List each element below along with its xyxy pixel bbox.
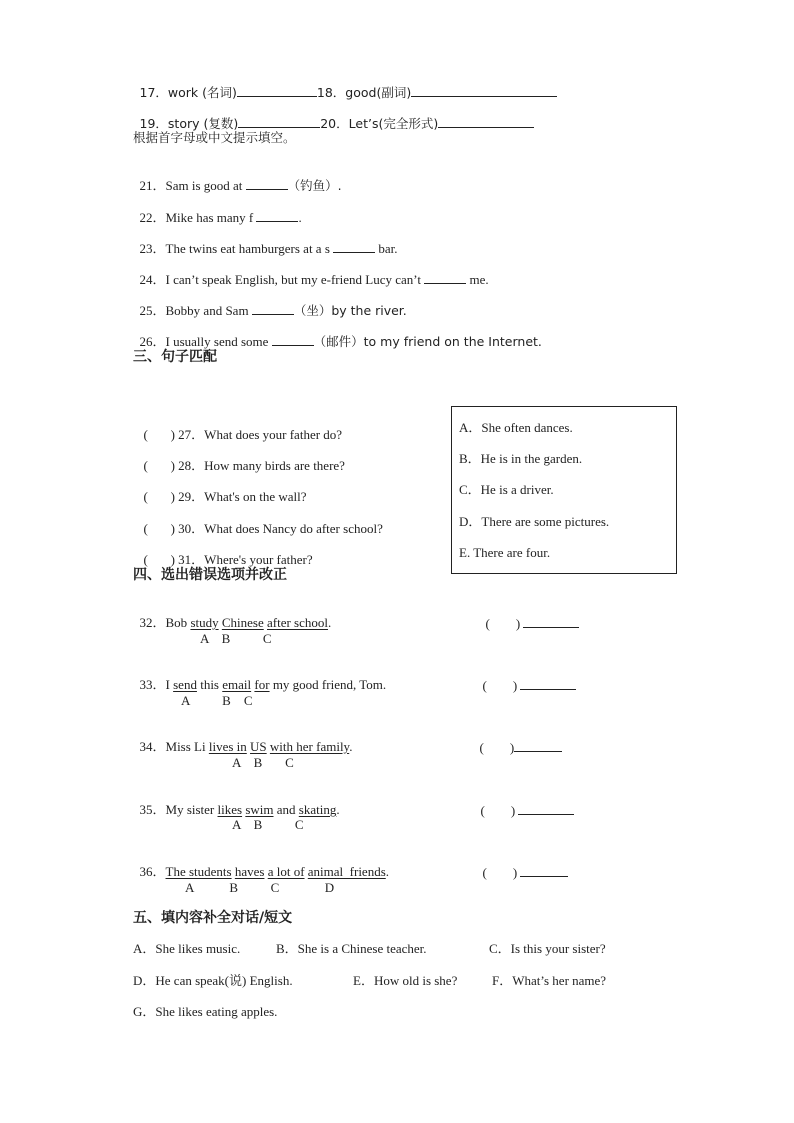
q21-pre: 21．Sam is good at — [139, 178, 246, 193]
q36-answer — [476, 848, 568, 881]
q34-num: 34． — [139, 739, 166, 754]
q32-option-a: study — [190, 615, 219, 630]
q36-text-4: . — [385, 864, 390, 879]
q33-correction-blank[interactable] — [520, 677, 576, 690]
q27-text: 27．What does your father do? — [178, 427, 343, 442]
q34-answer — [473, 723, 562, 756]
question-24 — [133, 255, 489, 288]
q35-answer — [474, 786, 574, 819]
q34-option-b: US — [250, 739, 267, 754]
q33-option-a: send — [173, 677, 197, 692]
q35-option-c: skating — [298, 802, 337, 817]
q32-option-c: after school — [267, 615, 329, 630]
q18-answer-blank[interactable] — [411, 84, 557, 97]
q23-post: bar. — [375, 241, 398, 256]
question-26 — [133, 317, 542, 350]
dialog-option-c: C．Is this your sister? — [489, 941, 606, 956]
q24-pre: 24．I can’t speak English, but my e-friend Lucy can’t — [139, 272, 425, 287]
q34-option-a: lives in — [208, 739, 247, 754]
q17-text: 17．work (名词) — [139, 85, 237, 100]
q32-text-4: . — [328, 615, 332, 630]
section-3-title: 三、句子匹配 — [133, 349, 217, 365]
section-5-title: 五、填内容补全对话/短文 — [133, 910, 293, 926]
q32-option-b: Chinese — [221, 615, 264, 630]
q34-correction-blank[interactable] — [514, 739, 562, 752]
q36-option-b: haves — [234, 864, 265, 879]
q18-text: 18．good(副词) — [316, 85, 412, 100]
q33-text-2: this — [196, 677, 223, 692]
q31-paren[interactable]: ( ) — [143, 552, 175, 567]
match-question-27 — [137, 411, 342, 443]
q26-post: （邮件）to my friend on the Internet. — [313, 334, 542, 349]
match-option-b: B．He is in the garden. — [459, 451, 583, 466]
fill-section-intro: 根据首字母或中文提示填空。 — [133, 130, 296, 145]
q35-option-letters: A B C — [232, 817, 304, 832]
match-option-d: D．There are some pictures. — [459, 514, 610, 529]
dialog-option-d: D．He can speak(说) English. — [133, 973, 293, 988]
q33-paren[interactable]: ( ) — [482, 678, 518, 693]
q29-paren[interactable]: ( ) — [143, 489, 175, 504]
q19-text: 19．story (复数) — [139, 116, 239, 131]
q19-answer-blank[interactable] — [238, 115, 320, 128]
q35-paren[interactable]: ( ) — [480, 803, 516, 818]
match-option-c: C．He is a driver. — [459, 482, 554, 497]
q20-answer-blank[interactable] — [438, 115, 534, 128]
q32-option-letters: A B C — [200, 631, 272, 646]
q34-text-4: . — [349, 739, 353, 754]
question-25 — [133, 286, 407, 319]
q20-text: 20．Let’s(完全形式) — [320, 116, 439, 131]
q35-option-a: likes — [217, 802, 243, 817]
q32-text-1: Bob — [165, 615, 191, 630]
question-17 — [133, 68, 557, 101]
question-19 — [133, 99, 534, 132]
q34-paren[interactable]: ( ) — [479, 740, 515, 755]
q33-answer — [476, 661, 576, 694]
dialog-option-f: F．What’s her name? — [492, 973, 607, 988]
dialog-option-a: A．She likes music. — [133, 941, 241, 956]
q31-text: 31．Where's your father? — [178, 552, 313, 567]
match-option-e: E. There are four. — [459, 545, 551, 560]
match-option-a: A．She often dances. — [459, 420, 573, 435]
q26-pre: 26．I usually send some — [139, 334, 272, 349]
q32-num: 32． — [139, 615, 166, 630]
q22-pre: 22．Mike has many f — [139, 210, 257, 225]
q35-num: 35． — [139, 802, 166, 817]
q35-correction-blank[interactable] — [518, 802, 574, 815]
q35-text-1: My sister — [165, 802, 218, 817]
q33-option-letters: A B C — [181, 693, 253, 708]
match-question-28 — [137, 442, 345, 474]
q36-option-d: animal friends — [307, 864, 386, 879]
q24-blank[interactable] — [424, 271, 466, 284]
q36-num: 36． — [139, 864, 166, 879]
question-22 — [133, 193, 302, 226]
q36-option-a: The students — [165, 864, 232, 879]
q33-text-1: I — [165, 677, 174, 692]
q36-option-c: a lot of — [267, 864, 305, 879]
match-question-31 — [137, 536, 313, 568]
q25-post: （坐）by the river. — [293, 303, 407, 318]
q30-text: 30．What does Nancy do after school? — [178, 521, 383, 536]
dialog-option-e: E．How old is she? — [353, 973, 458, 988]
question-23 — [133, 224, 398, 257]
q28-paren[interactable]: ( ) — [143, 458, 175, 473]
q34-option-letters: A B C — [232, 755, 294, 770]
q32-correction-blank[interactable] — [523, 615, 579, 628]
q23-blank[interactable] — [333, 240, 375, 253]
match-question-30 — [137, 505, 383, 537]
question-21 — [133, 161, 342, 194]
q35-text-4: . — [336, 802, 340, 817]
q26-blank[interactable] — [272, 333, 314, 346]
q35-option-b: swim — [245, 802, 274, 817]
q22-post: . — [298, 210, 302, 225]
q21-blank[interactable] — [246, 177, 288, 190]
q33-num: 33． — [139, 677, 166, 692]
dialog-option-g: G．She likes eating apples. — [133, 1004, 278, 1019]
q32-answer — [479, 599, 579, 632]
q34-text-1: Miss Li — [165, 739, 209, 754]
error-question-32 — [133, 599, 331, 631]
q35-text-3: and — [273, 802, 299, 817]
q29-text: 29．What's on the wall? — [178, 489, 307, 504]
q27-paren[interactable]: ( ) — [143, 427, 175, 442]
q28-text: 28．How many birds are there? — [178, 458, 345, 473]
match-question-29 — [137, 473, 307, 505]
q24-post: me. — [466, 272, 489, 287]
error-question-35 — [133, 786, 340, 818]
q32-paren[interactable]: ( ) — [485, 616, 521, 631]
q17-answer-blank[interactable] — [237, 84, 317, 97]
q30-paren[interactable]: ( ) — [143, 521, 175, 536]
q36-correction-blank[interactable] — [520, 864, 568, 877]
q34-option-c: with her family — [269, 739, 350, 754]
q33-option-c: for — [254, 677, 270, 692]
dialog-option-b: B．She is a Chinese teacher. — [276, 941, 427, 956]
q25-blank[interactable] — [252, 302, 294, 315]
q33-text-4: my good friend, Tom. — [269, 677, 387, 692]
error-question-33 — [133, 661, 386, 693]
q23-pre: 23．The twins eat hamburgers at a s — [139, 241, 334, 256]
error-question-36 — [133, 848, 389, 880]
error-question-34 — [133, 723, 352, 755]
q33-option-b: email — [222, 677, 252, 692]
q36-paren[interactable]: ( ) — [482, 865, 518, 880]
q22-blank[interactable] — [256, 209, 298, 222]
q21-post: （钓鱼）. — [287, 178, 342, 193]
section-4-title: 四、选出错误选项并改正 — [133, 567, 287, 583]
q36-option-letters: A B C D — [185, 880, 335, 895]
q25-pre: 25．Bobby and Sam — [139, 303, 252, 318]
